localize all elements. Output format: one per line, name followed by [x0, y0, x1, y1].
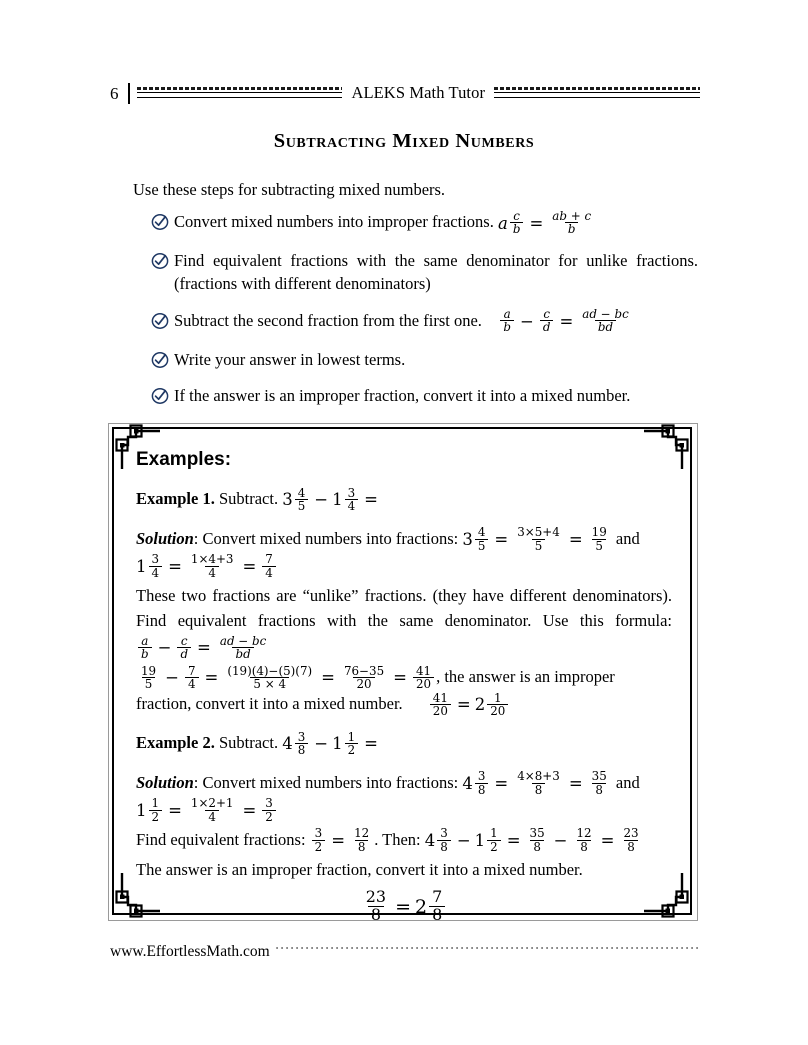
- header-rule-left: [137, 86, 343, 100]
- solution-label: Solution: [136, 772, 194, 792]
- page-number: 6: [110, 83, 119, 103]
- example-2-label: Example 2.: [136, 732, 215, 752]
- step-text: [174, 309, 698, 335]
- example-1-solution-line: [136, 526, 672, 580]
- example-2-prompt: Subtract.: [218, 732, 279, 752]
- example-1-calculation: [136, 664, 672, 718]
- list-item: [150, 384, 698, 407]
- examples-content: [136, 449, 672, 924]
- step-text: [174, 210, 698, 236]
- check-circle-icon: [150, 350, 174, 372]
- example-2-conversion-1: 4 $\frac{3}{8}$ = $\frac{4\times 8+3}{8}$ = $\frac{35}{8}$: [462, 769, 607, 797]
- step-text: If the answer is an improper fraction, convert it into a mixed number.: [174, 385, 631, 405]
- example-1-prompt: Subtract.: [218, 489, 279, 508]
- examples-heading: Examples:: [136, 449, 232, 470]
- list-item: [150, 249, 698, 296]
- step-text: Find equivalent fractions with the same denominator for unlike fractions. (fractions with different denominators): [174, 250, 698, 294]
- step-formula: a $\frac{c}{b}$ = $\frac{ab + c}{b}$: [497, 208, 592, 236]
- equiv-lead: Find equivalent fractions:: [136, 829, 306, 849]
- example-2-final-answer: [136, 887, 672, 924]
- list-item: [150, 348, 698, 371]
- then-word: . Then:: [374, 829, 421, 849]
- and-word: and: [615, 528, 640, 548]
- footer-leader-dots: [276, 942, 698, 954]
- example-2-equivalent-line: [136, 827, 672, 854]
- page-number-divider: [128, 83, 130, 104]
- example-2-conversion-2: 1 $\frac{1}{2}$ = $\frac{1\times 2+1}{4}$ = $\frac{3}{2}$: [136, 798, 278, 824]
- example-1-expression: 3 $\frac{4}{5}$ − 1 $\frac{3}{4}$ =: [282, 485, 378, 513]
- step-text: Write your answer in lowest terms.: [174, 349, 406, 369]
- intro-text: Use these steps for subtracting mixed numbers.: [133, 180, 446, 199]
- solution-label: Solution: [136, 528, 194, 548]
- page-footer: [110, 943, 698, 961]
- example-1-label: Example 1.: [136, 489, 215, 508]
- example-1-problem: [136, 487, 672, 513]
- check-circle-icon: [150, 386, 174, 408]
- example-2-equivalent: $\frac{3}{2}$ = $\frac{12}{8}$: [310, 828, 375, 854]
- check-circle-icon: [150, 212, 174, 234]
- example-1-calc-expression: $\frac{19}{5}$ − $\frac{7}{4}$ = $\frac{(19)(4)-(5)(7)}{5 \times 4}$ = $\frac{76-35}{20}$ = $\frac{41}{20}$: [136, 665, 436, 691]
- solution-lead: : Convert mixed numbers into fractions:: [193, 772, 459, 792]
- step-formula: $\frac{a}{b}$ − $\frac{c}{d}$ = $\frac{ad - bc}{bd}$: [498, 309, 633, 334]
- example-2-final-expression: $\frac{23}{8}$ = 2 $\frac{7}{8}$: [361, 890, 447, 924]
- examples-box: [106, 421, 698, 924]
- example-2-expression: 4 $\frac{3}{8}$ − 1 $\frac{1}{2}$ =: [282, 729, 378, 757]
- explanation-text: These two fractions are “unlike” fractions. (they have different denominators). Find equivalent fractions with the same denominator. Use this formula:: [136, 585, 672, 631]
- list-item: [150, 309, 698, 335]
- and-word: and: [615, 772, 640, 792]
- example-1-conversion-2: 1 $\frac{3}{4}$ = $\frac{1\times 4+3}{4}$ = $\frac{7}{4}$: [136, 554, 278, 580]
- example-1-calc-tail: , the answer is an improper fraction, convert it into a mixed number.: [136, 666, 615, 713]
- list-item: [150, 210, 698, 236]
- check-circle-icon: [150, 251, 174, 273]
- example-2-problem: [136, 731, 672, 757]
- step-label: Subtract the second fraction from the first one.: [174, 310, 482, 330]
- step-label: Convert mixed numbers into improper fractions.: [174, 212, 494, 231]
- example-1-formula: $\frac{a}{b}$ − $\frac{c}{d}$ = $\frac{ad - bc}{bd}$: [136, 635, 271, 661]
- example-2-tail: The answer is an improper fraction, convert it into a mixed number.: [136, 859, 583, 879]
- steps-list: [150, 210, 698, 420]
- check-circle-icon: [150, 311, 174, 333]
- example-1-conversion-1: 3 $\frac{4}{5}$ = $\frac{3\times 5+4}{5}$ = $\frac{19}{5}$: [462, 525, 607, 553]
- header-rule-right: [494, 86, 700, 100]
- page-header: [110, 78, 700, 108]
- footer-url[interactable]: www.EffortlessMath.com: [110, 943, 270, 960]
- book-title: ALEKS Math Tutor: [351, 83, 486, 102]
- example-2-then-calc: 4 $\frac{3}{8}$ − 1 $\frac{1}{2}$ = $\frac{35}{8}$ − $\frac{12}{8}$ = $\frac{23}{8}$: [424, 826, 639, 854]
- page-title: Subtracting Mixed Numbers: [273, 130, 535, 152]
- solution-lead: : Convert mixed numbers into fractions:: [193, 528, 459, 548]
- example-2-solution-line: [136, 770, 672, 824]
- example-1-explanation: [136, 583, 672, 661]
- example-1-final: $\frac{41}{20}$ = 2 $\frac{1}{20}$: [407, 692, 511, 718]
